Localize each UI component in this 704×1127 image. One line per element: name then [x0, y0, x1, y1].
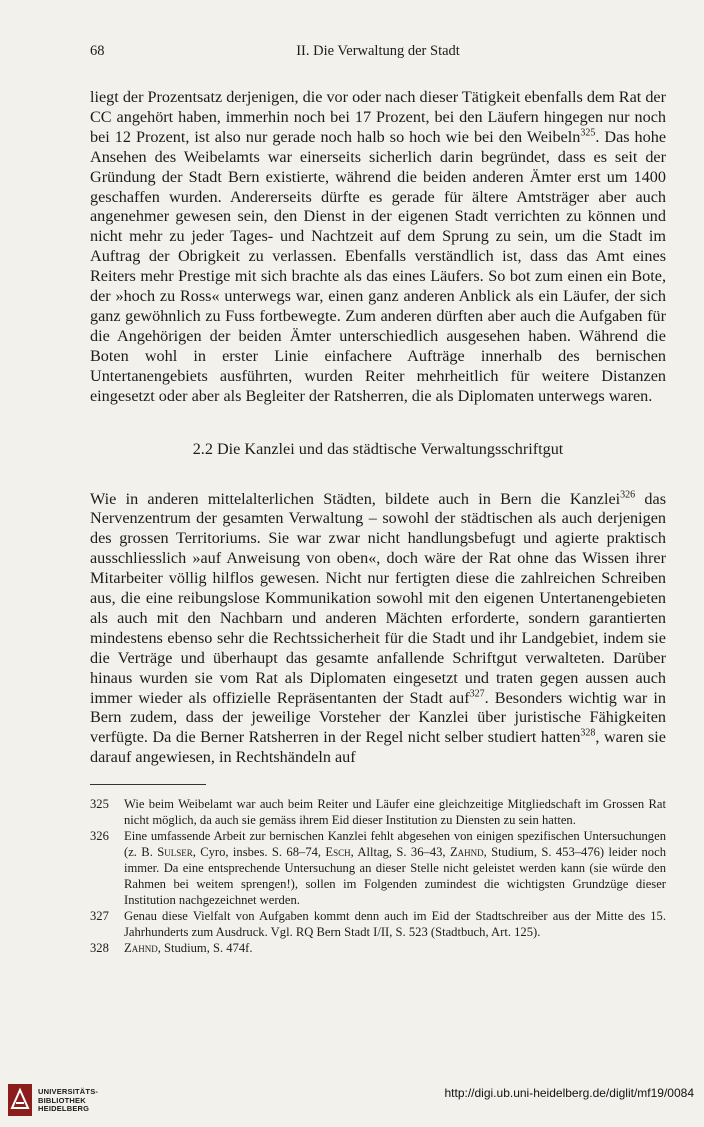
main-text [90, 88, 666, 768]
footnote-divider [90, 784, 206, 785]
author-name: Zahnd [124, 941, 158, 955]
footnote-text: Eine umfassende Arbeit zur bernischen Kanzlei fehlt abgesehen von einigen spezifischen Untersuchungen (z. B. [124, 829, 666, 859]
footnote-ref[interactable]: 325 [580, 127, 596, 139]
source-url[interactable]: http://digi.ub.uni-heidelberg.de/diglit/mf19/0084 [444, 1086, 694, 1100]
footnote-number: 325 [90, 797, 109, 811]
footnote [90, 828, 666, 908]
footnote-text: Genau diese Vielfalt von Aufgaben kommt denn auch im Eid der Stadtschreiber aus der Mitte des 15. Jahrhunderts zum Ausdruck. Vgl. RQ Bern Stadt I/II, S. 523 (Stadtbuch, Art. 125). [124, 909, 666, 939]
footnote-text: , Studium, S. 453–476) leider noch immer. Da eine entsprechende Untersuchung an dieser Stelle nicht geleistet werden kann (sie würde den Rahmen bei weitem sprengen!), sollen im Folgenden zumindest die wichtigsten Grundzüge dieser Institution nachgezeichnet werden. [124, 845, 666, 907]
paragraph-text: . Das hohe Ansehen des Weibelamts war einerseits sicherlich darin begründet, dass es seit der Gründung der Stadt Bern existierte, während die beiden anderen Ämter erst um 1400 geschaffen wurden. Andererseits dürfte es gerade für ältere Amtsträger aber auch angenehmer gewesen sein, den Dienst in der eigenen Stadt verrichten zu können und nicht mehr zu jeder Tages- und Nachtzeit auf dem Sprung zu sein, um die Stadt im Auftrag der Obrigkeit zu verlassen. Ebenfalls verständlich ist, dass das Amt eines Reiters mehr Prestige mit sich brachte als das eines Läufers. So bot zum einen ein Bote, der »hoch zu Ross« unterwegs war, einen ganz anderen Anblick als ein Läufer, der sich ganz gewöhnlich zu Fuss fortbewegte. Zum anderen dürften aber auch die Aufgaben für die Angehörigen der beiden Ämter unterschiedlich ausgesehen haben. Während die Boten wohl in erster Linie einfachere Aufträge innerhalb des bernischen Untertanengebiets ausführten, wurden Reiter mehrheitlich für weitere Distanzen eingesetzt oder aber als Begleiter der Ratsherren, die als Diplomaten unterwegs waren. [90, 127, 667, 405]
footnote-number: 327 [90, 909, 109, 923]
footnote-ref[interactable]: 327 [469, 688, 485, 700]
library-emblem-icon [8, 1084, 32, 1116]
page-header [90, 43, 666, 65]
footnotes [90, 796, 666, 956]
footnote-text: , Alltag, S. 36–43, [350, 845, 450, 859]
footnote-text: , Cyro, insbes. S. 68–74, [192, 845, 326, 859]
paragraph [90, 490, 666, 769]
library-name-line: BIBLIOTHEK [38, 1095, 86, 1105]
paragraph-text: liegt der Prozentsatz derjenigen, die vor oder nach dieser Tätigkeit ebenfalls dem Rat der CC angehört haben, immerhin noch bei 17 Prozent, bei den Läufern hingegen nur noch bei 12 Prozent, ist also nur gerade noch halb so hoch wie bei den Weibeln [90, 88, 666, 146]
footnote-ref[interactable]: 326 [620, 489, 636, 501]
section-heading: 2.2 Die Kanzlei und das städtische Verwaltungsschriftgut [192, 439, 564, 458]
library-name-line: HEIDELBERG [38, 1104, 90, 1113]
footnote [90, 908, 666, 940]
author-name: Sulser [157, 845, 193, 859]
paragraph-text: Wie in anderen mittelalterlichen Städten, bildete auch in Bern die Kanzlei [90, 489, 621, 508]
footnote-number: 328 [90, 941, 109, 955]
author-name: Esch [325, 845, 351, 859]
library-name [38, 1088, 98, 1114]
footnote-number: 326 [90, 829, 109, 843]
paragraph-text: . Besonders wichtig war in Bern zudem, dass der jeweilige Vorsteher der Kanzlei über juristische Fähigkeiten verfügte. Da die Berner Ratsherren in der Regel nicht selber studiert hatten [90, 688, 666, 747]
footnote [90, 940, 666, 956]
library-logo[interactable] [8, 1082, 108, 1118]
paragraph-text: , waren sie darauf angewiesen, in Rechtshändeln auf [90, 728, 666, 767]
author-name: Zahnd [449, 845, 484, 859]
paragraph-text: das Nervenzentrum der gesamten Verwaltung – sowohl der städtischen als auch derjenigen des grossen Territoriums. Sie war zwar nicht handlungsbefugt und agierte praktisch ausschliesslich »auf Anweisung von oben«, doch wäre der Rat ohne das Wissen ihrer Mitarbeiter völlig hilflos gewesen. Nicht nur fertigten diese die zahlreichen Schreiben aus, die eine reibungslose Kommunikation sowohl mit den eigenen Untertanengebieten als auch mit den Nachbarn und anderen Mächten erforderte, sondern garantierten mindestens ebenso sehr die Rechtssicherheit für die Stadt und ihr Landgebiet, indem sie die Verträge und überhaupt das gesamte anfallende Schriftgut verwalteten. Darüber hinaus wurden sie vom Rat als Diplomaten eingesetzt und traten gegen aussen auch immer wieder als offizielle Repräsentanten der Stadt auf [90, 489, 667, 707]
footnote-text: Wie beim Weibelamt war auch beim Reiter und Läufer eine gleichzeitige Mitgliedschaft im Grossen Rat nicht möglich, da auch sie gemäss ihrem Eid dieser Institution zu Diensten zu sein hatten. [124, 797, 666, 827]
running-title: II. Die Verwaltung der Stadt [296, 43, 460, 59]
footnote-ref[interactable]: 328 [580, 727, 596, 739]
paragraph [90, 88, 666, 407]
library-name-line: UNIVERSITÄTS- [38, 1087, 99, 1096]
footnote-text: , Studium, S. 474f. [157, 941, 253, 955]
footnote [90, 796, 666, 828]
page-number: 68 [90, 43, 105, 59]
